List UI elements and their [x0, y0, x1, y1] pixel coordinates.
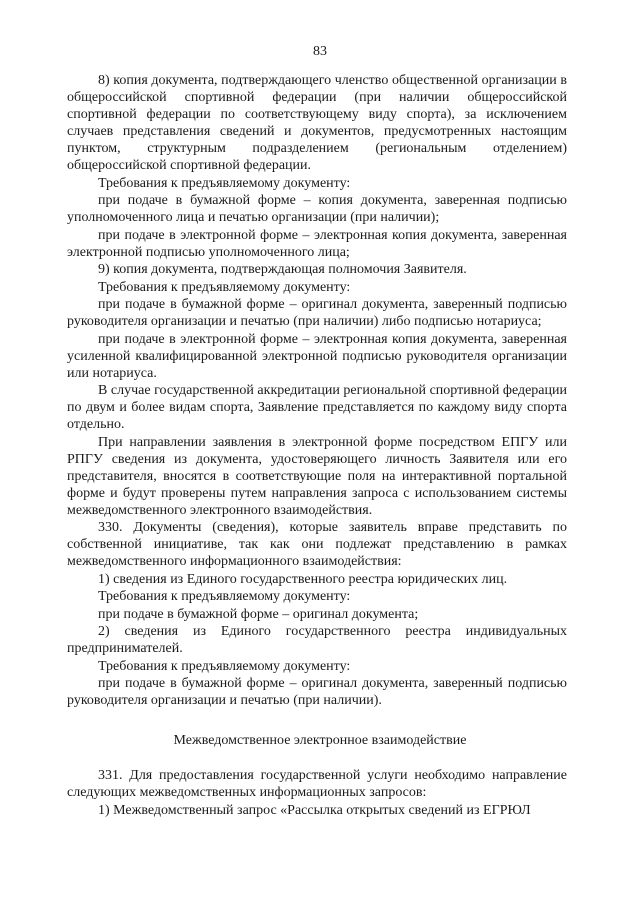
paragraph: при подаче в бумажной форме – оригинал документа, заверенный подписью руководителя организации и печатью (при наличии).: [67, 676, 567, 708]
paragraph: 330. Документы (сведения), которые заявитель вправе представить по собственной инициативе, так как они подлежат представлению в рамках межведомственного информационного взаимодействия:: [67, 520, 567, 569]
paragraph: Требования к предъявляемому документу:: [98, 175, 351, 191]
paragraph: при подаче в бумажной форме – оригинал документа, заверенный подписью руководителя организации и печатью (при наличии) либо подписью нотариуса;: [67, 297, 567, 329]
paragraph: Требования к предъявляемому документу:: [98, 279, 351, 295]
body-text-block: [67, 72, 567, 710]
paragraph: В случае государственной аккредитации региональной спортивной федерации по двум и более видам спорта, Заявление представляется по каждому виду спорта отдельно.: [67, 383, 567, 432]
paragraph: при подаче в бумажной форме – оригинал документа;: [98, 606, 419, 622]
paragraph: 331. Для предоставления государственной услуги необходимо направление следующих межведомственных информационных запросов:: [67, 768, 567, 800]
body-text-block-after-heading: [67, 767, 567, 819]
paragraph: 1) сведения из Единого государственного реестра юридических лиц.: [98, 571, 508, 587]
page-number: 83: [313, 44, 327, 59]
paragraph: 9) копия документа, подтверждающая полномочия Заявителя.: [98, 262, 467, 277]
paragraph: при подаче в электронной форме – электронная копия документа, заверенная усиленной квалифицированной электронной подписью руководителя организации или нотариуса.: [67, 331, 567, 381]
section-heading: Межведомственное электронное взаимодействие: [173, 733, 467, 748]
paragraph: 2) сведения из Единого государственного реестра индивидуальных предпринимателей.: [67, 624, 567, 656]
paragraph: при подаче в бумажной форме – копия документа, заверенная подписью уполномоченного лица и печатью организации (при наличии);: [67, 193, 567, 225]
paragraph: При направлении заявления в электронной форме посредством ЕПГУ или РПГУ сведения из документа, удостоверяющего личность Заявителя или его представителя, вносятся в соответствующие поля на интерактивной портальной форме и будут проверены путем направления запроса с использованием системы межведомственного электронного взаимодействия.: [67, 434, 567, 518]
paragraph: 8) копия документа, подтверждающего членство общественной организации в общероссийской спортивной федерации (при наличии общероссийской спортивной федерации по соответствующему виду спорта), за исключением случаев представления сведений и документов, предусмотренных настоящим пунктом, структурным подразделением (региональным отделением) общероссийской спортивной федерации.: [67, 73, 567, 173]
paragraph: при подаче в электронной форме – электронная копия документа, заверенная электронной подписью уполномоченного лица;: [67, 227, 567, 260]
paragraph: Требования к предъявляемому документу:: [98, 658, 351, 674]
paragraph: Требования к предъявляемому документу:: [98, 589, 351, 604]
paragraph: 1) Межведомственный запрос «Рассылка открытых сведений из ЕГРЮЛ: [98, 802, 531, 818]
